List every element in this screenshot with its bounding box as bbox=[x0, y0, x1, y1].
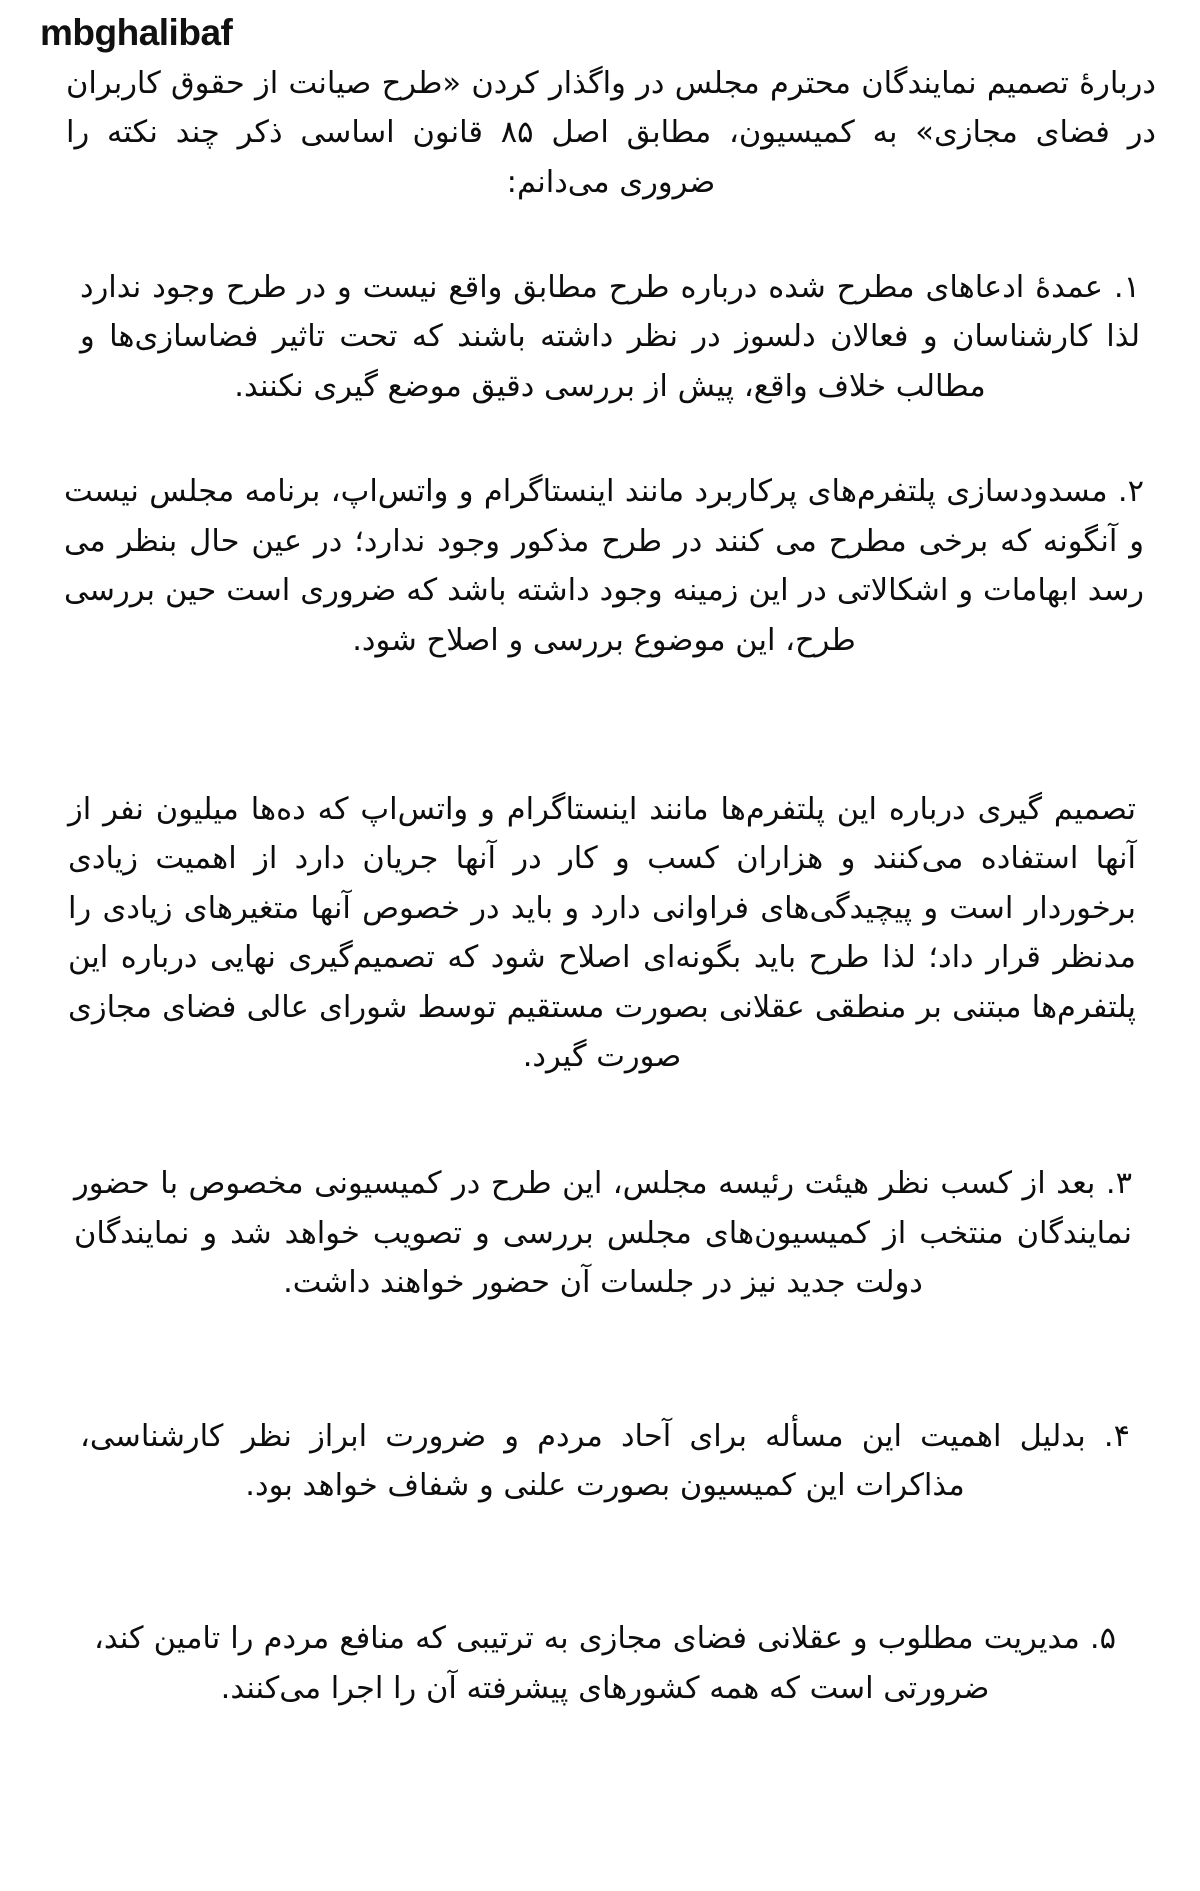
spacer bbox=[34, 1308, 1166, 1412]
spacer bbox=[34, 207, 1166, 263]
spacer bbox=[34, 665, 1166, 785]
spacer bbox=[34, 1510, 1166, 1614]
spacer bbox=[34, 1081, 1166, 1159]
account-handle-row bbox=[34, 14, 1166, 57]
list-item-1: ۱. عمدهٔ ادعاهای مطرح شده درباره طرح مطابق واقع نیست و در طرح وجود ندارد لذا کارشناسان و فعالان دلسوز در نظر داشته باشند که تحت تاثیر فضاسازی‌ها و مطالب خلاف واقع، پیش از بررسی دقیق موضع گیری نکنند. bbox=[80, 270, 1140, 404]
account-handle[interactable]: mbghalibaf bbox=[40, 12, 233, 53]
spacer bbox=[34, 411, 1166, 467]
list-item-2-note: تصمیم گیری درباره این پلتفرم‌ها مانند اینستاگرام و واتس‌اپ که ده‌ها میلیون نفر از آنها استفاده می‌کنند و هزاران کسب و کار در آنها جریان دارد از اهمیت زیادی برخوردار است و پیچیدگی‌های فراوانی دارد و باید در خصوص آنها متغیرهای زیادی را مدنظر قرار داد؛ لذا طرح باید بگونه‌ای اصلاح شود که تصمیم‌گیری نهایی درباره این پلتفرم‌ها مبتنی بر منطقی عقلانی بصورت مستقیم توسط شورای عالی فضای مجازی صورت گیرد. bbox=[68, 791, 1136, 1074]
intro-paragraph: دربارهٔ تصمیم نمایندگان محترم مجلس در واگذار کردن «طرح صیانت از حقوق کاربران در فضای مجازی» به کمیسیون، مطابق اصل ۸۵ قانون اساسی ذکر چند نکته را ضروری می‌دانم: bbox=[66, 65, 1157, 200]
list-item-5: ۵. مدیریت مطلوب و عقلانی فضای مجازی به ترتیبی که منافع مردم را تامین کند، ضرورتی است که همه کشورهای پیشرفته آن را اجرا می‌کنند. bbox=[94, 1621, 1116, 1706]
list-item-2: ۲. مسدودسازی پلتفرم‌های پرکاربرد مانند اینستاگرام و واتس‌اپ، برنامه مجلس نیست و آنگونه که برخی مطرح می کنند در طرح مذکور وجود ندارد؛ در عین حال بنظر می رسد ابهامات و اشکالاتی در این زمینه وجود داشته باشد که ضروری است حین بررسی طرح، این موضوع بررسی و اصلاح شود. bbox=[64, 474, 1144, 658]
statement-body bbox=[34, 59, 1166, 1713]
list-item-4: ۴. بدلیل اهمیت این مسأله برای آحاد مردم و ضرورت ابراز نظر کارشناسی، مذاکرات این کمیسیون بصورت علنی و شفاف خواهد بود. bbox=[80, 1418, 1130, 1503]
list-item-3: ۳. بعد از کسب نظر هیئت رئیسه مجلس، این طرح در کمیسیونی مخصوص با حضور نمایندگان منتخب از کمیسیون‌های مجلس بررسی و تصویب خواهد شد و نمایندگان دولت جدید نیز در جلسات آن حضور خواهند داشت. bbox=[74, 1166, 1132, 1301]
